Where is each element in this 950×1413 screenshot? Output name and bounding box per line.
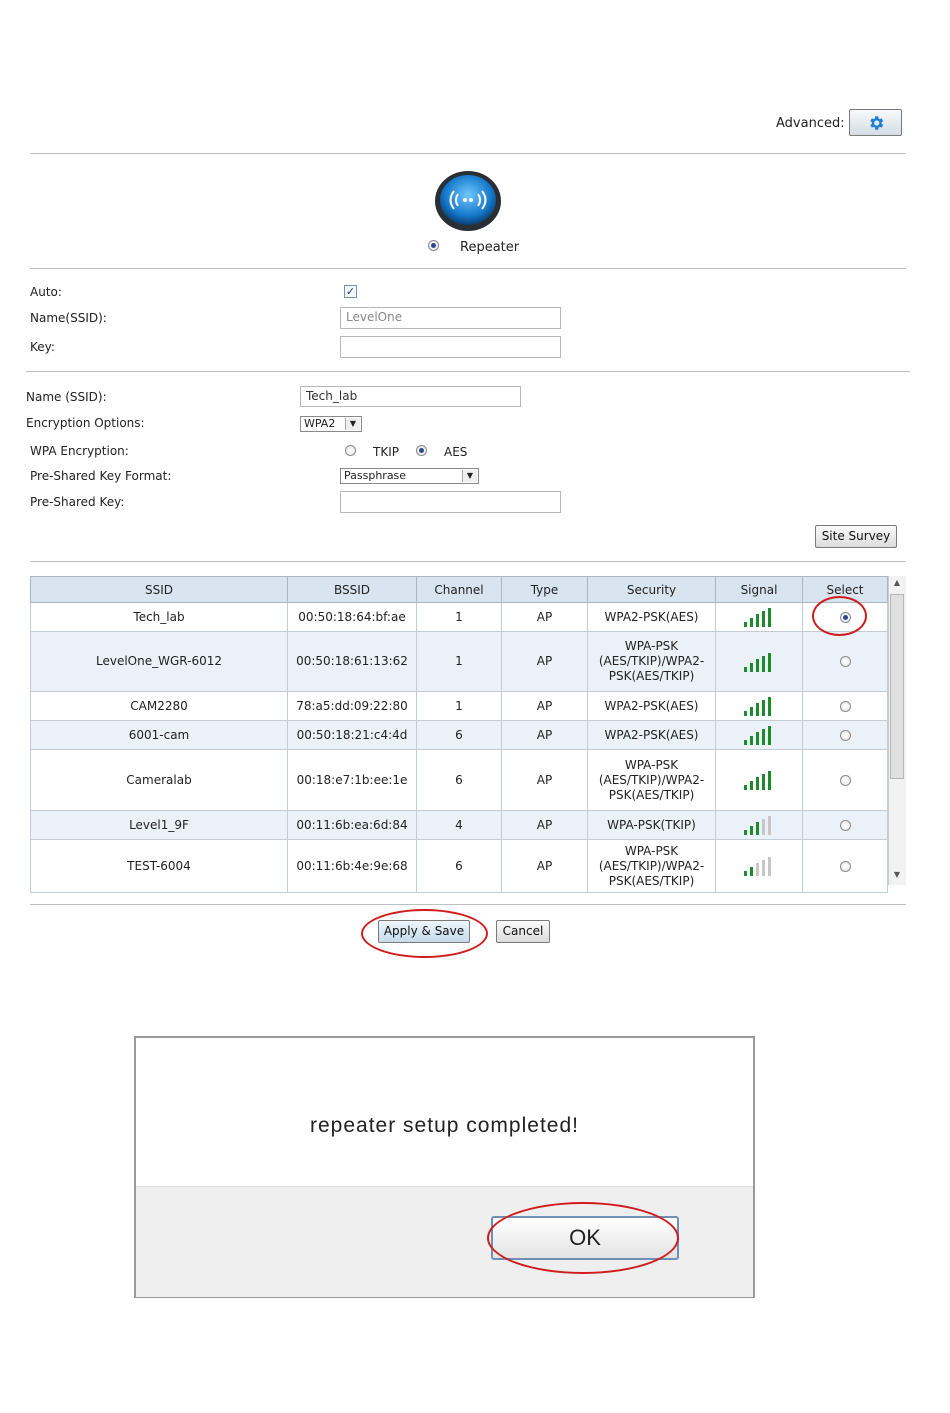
signal-bar [768, 697, 771, 716]
uplink-key-input[interactable] [340, 336, 561, 358]
signal-cell [716, 603, 803, 632]
signal-bar [762, 774, 765, 790]
select-radio[interactable] [840, 820, 851, 831]
signal-strength-icon [744, 608, 774, 626]
signal-cell [716, 632, 803, 692]
select-cell [803, 811, 888, 840]
select-cell [803, 692, 888, 721]
type-cell: AP [502, 603, 588, 632]
select-radio[interactable] [840, 730, 851, 741]
signal-bar [750, 663, 753, 672]
bssid-cell: 00:11:6b:ea:6d:84 [288, 811, 417, 840]
signal-cell [716, 840, 803, 893]
table-row[interactable] [31, 750, 888, 811]
signal-bar [744, 622, 747, 627]
table-row[interactable] [31, 603, 888, 632]
signal-bar [768, 608, 771, 627]
site-survey-button[interactable]: Site Survey [815, 525, 897, 548]
signal-strength-icon [744, 726, 774, 744]
ssid-cell: 6001-cam [31, 721, 288, 750]
signal-bar [750, 826, 753, 835]
select-radio[interactable] [840, 612, 851, 623]
bssid-cell: 78:a5:dd:09:22:80 [288, 692, 417, 721]
security-cell: WPA2-PSK(AES) [588, 721, 716, 750]
select-radio[interactable] [840, 656, 851, 667]
type-cell: AP [502, 721, 588, 750]
repeater-mode-radio[interactable] [428, 240, 439, 251]
security-cell: WPA-PSK (AES/TKIP)/WPA2-PSK(AES/TKIP) [588, 840, 716, 893]
signal-strength-icon [744, 697, 774, 715]
type-cell: AP [502, 750, 588, 811]
column-header-channel: Channel [417, 577, 502, 603]
ssid-cell: Level1_9F [31, 811, 288, 840]
select-cell [803, 632, 888, 692]
signal-bar [768, 726, 771, 745]
chevron-down-icon: ▼ [462, 470, 477, 482]
table-row[interactable] [31, 840, 888, 893]
signal-bar [768, 771, 771, 790]
channel-cell: 6 [417, 840, 502, 893]
column-header-security: Security [588, 577, 716, 603]
signal-cell [716, 750, 803, 811]
table-header-row [31, 577, 888, 603]
scrollbar-thumb[interactable] [890, 594, 904, 779]
signal-bar [744, 830, 747, 835]
type-cell: AP [502, 692, 588, 721]
signal-bar [762, 700, 765, 716]
ssid-cell: Cameralab [31, 750, 288, 811]
ssid-cell: CAM2280 [31, 692, 288, 721]
wpa-tkip-radio[interactable] [345, 445, 356, 456]
table-row[interactable] [31, 632, 888, 692]
ssid-cell: TEST-6004 [31, 840, 288, 893]
signal-bar [744, 667, 747, 672]
cancel-button[interactable]: Cancel [496, 920, 550, 943]
select-cell [803, 603, 888, 632]
signal-cell [716, 692, 803, 721]
column-header-bssid: BSSID [288, 577, 417, 603]
column-header-type: Type [502, 577, 588, 603]
signal-bar [762, 860, 765, 876]
encryption-label: Encryption Options: [26, 416, 145, 430]
bssid-cell: 00:50:18:21:c4:4d [288, 721, 417, 750]
table-row[interactable] [31, 721, 888, 750]
ssid-input[interactable]: Tech_lab [300, 386, 521, 407]
signal-strength-icon [744, 816, 774, 834]
type-cell: AP [502, 632, 588, 692]
gear-icon [867, 114, 885, 132]
psk-format-value: Passphrase [344, 469, 407, 482]
signal-bar [768, 653, 771, 672]
psk-input[interactable] [340, 491, 561, 513]
signal-bar [756, 703, 759, 716]
signal-bar [750, 736, 753, 745]
bssid-cell: 00:11:6b:4e:9e:68 [288, 840, 417, 893]
select-radio[interactable] [840, 701, 851, 712]
site-survey-table [30, 576, 888, 893]
uplink-ssid-input[interactable]: LevelOne [340, 307, 561, 329]
channel-cell: 4 [417, 811, 502, 840]
signal-bar [750, 867, 753, 876]
divider [30, 268, 906, 269]
divider [30, 153, 906, 154]
channel-cell: 6 [417, 721, 502, 750]
signal-bar [762, 656, 765, 672]
bssid-cell: 00:50:18:64:bf:ae [288, 603, 417, 632]
column-header-ssid: SSID [31, 577, 288, 603]
signal-bar [744, 740, 747, 745]
divider [30, 561, 906, 562]
signal-bar [762, 819, 765, 835]
signal-bar [750, 707, 753, 716]
signal-strength-icon [744, 653, 774, 671]
select-radio[interactable] [840, 861, 851, 872]
uplink-key-label: Key: [30, 340, 55, 354]
signal-cell [716, 811, 803, 840]
channel-cell: 1 [417, 603, 502, 632]
ssid-cell: Tech_lab [31, 603, 288, 632]
signal-bar [744, 871, 747, 876]
column-header-select: Select [803, 577, 888, 603]
auto-label: Auto: [30, 285, 62, 299]
repeater-mode-icon[interactable] [434, 168, 502, 232]
wpa-aes-radio[interactable] [416, 445, 427, 456]
select-cell [803, 750, 888, 811]
dialog-body [136, 1038, 753, 1186]
divider [26, 371, 910, 372]
type-cell: AP [502, 811, 588, 840]
signal-cell [716, 721, 803, 750]
uplink-ssid-label: Name(SSID): [30, 311, 107, 325]
select-radio[interactable] [840, 775, 851, 786]
table-scrollbar[interactable] [888, 576, 906, 885]
security-cell: WPA-PSK (AES/TKIP)/WPA2-PSK(AES/TKIP) [588, 750, 716, 811]
completion-dialog [134, 1036, 755, 1298]
encryption-select[interactable] [300, 416, 362, 432]
encryption-value: WPA2 [304, 417, 336, 430]
signal-bar [750, 781, 753, 790]
psk-label: Pre-Shared Key: [30, 495, 125, 509]
repeater-mode-label: Repeater [460, 240, 520, 255]
divider [30, 904, 906, 905]
wpa-aes-label: AES [444, 445, 468, 459]
signal-bar [768, 857, 771, 876]
signal-bar [756, 822, 759, 835]
signal-bar [762, 611, 765, 627]
signal-bar [756, 863, 759, 876]
type-cell: AP [502, 840, 588, 893]
security-cell: WPA2-PSK(AES) [588, 603, 716, 632]
signal-strength-icon [744, 771, 774, 789]
signal-bar [750, 618, 753, 627]
bssid-cell: 00:50:18:61:13:62 [288, 632, 417, 692]
wifi-repeater-icon [434, 168, 502, 232]
signal-bar [756, 777, 759, 790]
scroll-down-icon[interactable]: ▼ [893, 870, 901, 879]
apply-save-button[interactable]: Apply & Save [378, 920, 470, 943]
dialog-message: repeater setup completed! [310, 1114, 579, 1137]
security-cell: WPA-PSK (AES/TKIP)/WPA2-PSK(AES/TKIP) [588, 632, 716, 692]
signal-bar [756, 659, 759, 672]
psk-format-select[interactable] [340, 468, 479, 484]
advanced-label: Advanced: [776, 116, 845, 131]
ssid-cell: LevelOne_WGR-6012 [31, 632, 288, 692]
scroll-up-icon[interactable]: ▲ [893, 578, 901, 587]
table-row[interactable] [31, 811, 888, 840]
select-cell [803, 721, 888, 750]
advanced-settings-button[interactable] [849, 109, 902, 136]
table-row[interactable] [31, 692, 888, 721]
ok-button[interactable]: OK [491, 1216, 679, 1260]
chevron-down-icon: ▼ [345, 418, 360, 430]
column-header-signal: Signal [716, 577, 803, 603]
security-cell: WPA-PSK(TKIP) [588, 811, 716, 840]
auto-checkbox[interactable]: ✓ [345, 285, 356, 298]
signal-bar [756, 732, 759, 745]
channel-cell: 6 [417, 750, 502, 811]
signal-bar [744, 711, 747, 716]
signal-bar [744, 785, 747, 790]
psk-format-label: Pre-Shared Key Format: [30, 469, 172, 483]
wpa-encryption-label: WPA Encryption: [30, 444, 129, 458]
channel-cell: 1 [417, 632, 502, 692]
bssid-cell: 00:18:e7:1b:ee:1e [288, 750, 417, 811]
select-cell [803, 840, 888, 893]
signal-bar [762, 729, 765, 745]
signal-strength-icon [744, 857, 774, 875]
security-cell: WPA2-PSK(AES) [588, 692, 716, 721]
ssid-label: Name (SSID): [26, 390, 107, 404]
signal-bar [756, 614, 759, 627]
signal-bar [768, 816, 771, 835]
channel-cell: 1 [417, 692, 502, 721]
wpa-tkip-label: TKIP [373, 445, 399, 459]
